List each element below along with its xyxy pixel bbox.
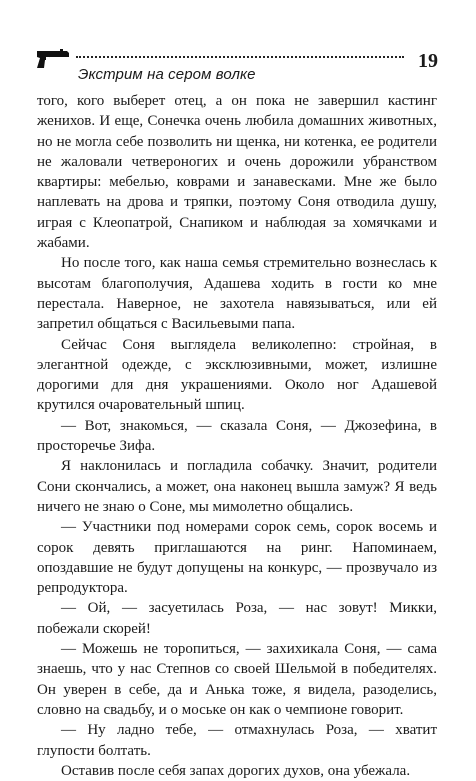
paragraph: Сейчас Соня выглядела великолепно: стройная, в элегантной одежде, с эксклюзивными, может, излишне дорогими для дня украшениями. Около ног Адашевой крутился очаровательный шпиц.: [37, 336, 437, 414]
paragraph: — Можешь не торопиться, — захихикала Соня, — сама знаешь, что у нас Степнов со своей Шельмой в победителях. Он уверен в себе, да и Анька тоже, я видела, разоделись, словно на свадьбу, и о моське он как о чемпионе говорит.: [37, 641, 437, 718]
paragraph: — Участники под номерами сорок семь, сорок восемь и сорок девять приглашаются на ринг. Напоминаем, опоздавшие не будут допущены на конкурс, — прозвучало из репродуктора.: [37, 519, 437, 597]
paragraph: — Вот, знакомься, — сказала Соня, — Джозефина, в просторечье Зифа.: [37, 417, 437, 455]
pistol-icon: [36, 48, 70, 70]
page-header: [36, 32, 438, 92]
paragraph: — Ну ладно тебе, — отмахнулась Роза, — хватит глупости болтать.: [37, 722, 437, 759]
paragraph: Но после того, как наша семья стремительно вознеслась к высотам благополучия, Адашева ходить в гости ко мне перестала. Наверное, не захотела навязываться, или ей запретил общаться с Васильевыми папа.: [37, 255, 437, 333]
paragraph: того, кого выберет отец, а он пока не завершил кастинг женихов. И еще, Сонечка очень любила домашних животных, но не могла себе позволить ни щенка, ни котенка, ее родители не жаловали четвероногих и очень дорожили убранством квартиры: мебелью, коврами и занавесками. Мне же было наплевать на дрова и тряпки, поэтому Соня отводила душу, играя с Клеопатрой, Снапиком и наблюдая за хомячками и жабами.: [37, 93, 437, 252]
paragraph: Оставив после себя запах дорогих духов, она убежала.: [61, 762, 411, 779]
running-title: Экстрим на сером волке: [78, 66, 256, 83]
body-text: [37, 91, 437, 781]
page-number: 19: [418, 50, 438, 72]
paragraph: — Ой, — засуетилась Роза, — нас зовут! Микки, побежали скорей!: [37, 600, 437, 637]
header-dotted-rule: [76, 56, 404, 58]
paragraph: Я наклонилась и погладила собачку. Значит, родители Сони скончались, а может, она наконец вышла замуж? Я ведь ничего не знаю о Соне, мы мимолетно общались.: [37, 458, 437, 515]
